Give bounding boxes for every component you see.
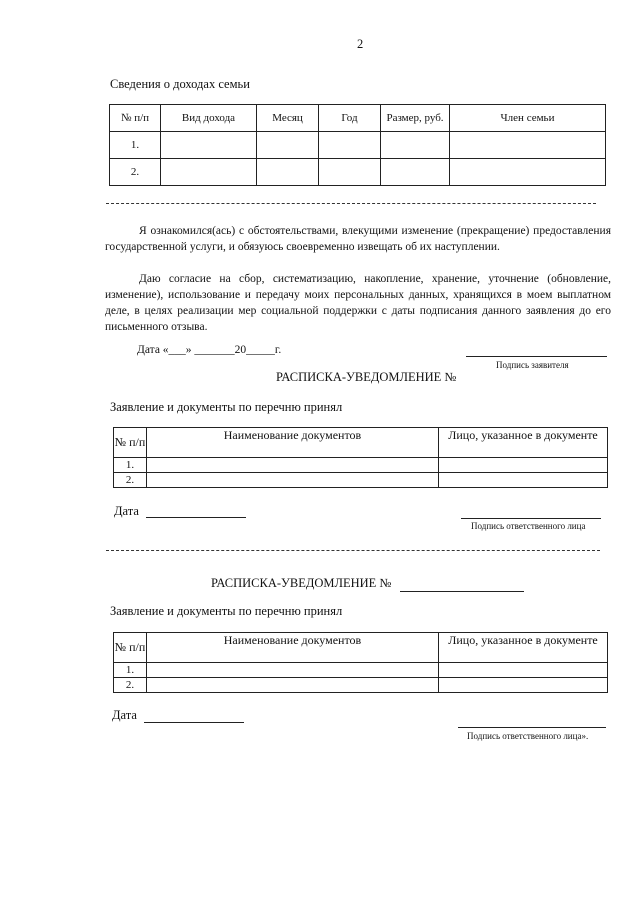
table-cell[interactable]: [147, 473, 439, 488]
applicant-signature-line[interactable]: [466, 356, 607, 357]
receipt-2-col-person: Лицо, указанное в документе: [439, 633, 608, 663]
table-cell[interactable]: [319, 159, 381, 186]
income-col-amount: Размер, руб.: [381, 105, 450, 132]
table-cell[interactable]: [439, 473, 608, 488]
income-section-title: Сведения о доходах семьи: [110, 77, 250, 91]
receipt-2-table-header: [114, 633, 608, 663]
income-row-number: 2.: [110, 159, 161, 186]
receipt-1-date-line[interactable]: [146, 517, 246, 518]
table-row: [114, 663, 608, 678]
table-cell[interactable]: [381, 132, 450, 159]
consent-paragraph-2: Даю согласие на сбор, систематизацию, накопление, хранение, уточнение (обновление, изменение), использование и передачу моих персональных данных, хранящихся в моем выплатном деле, в целях реализации мер социальной поддержки с даты подписания данного заявления до его письменного отзыва.: [105, 273, 611, 333]
receipt-1-col-documents: Наименование документов: [147, 428, 439, 458]
table-cell[interactable]: [319, 132, 381, 159]
receipt-1-row-number: 2.: [114, 473, 147, 488]
table-cell[interactable]: [439, 678, 608, 693]
applicant-signature-caption: Подпись заявителя: [496, 360, 569, 370]
table-row: [110, 132, 606, 159]
receipt-2-date-line[interactable]: [144, 722, 244, 723]
table-cell[interactable]: [257, 159, 319, 186]
receipt-2-table: [113, 632, 608, 693]
income-row-number: 1.: [110, 132, 161, 159]
receipt-2-date-label: Дата: [112, 708, 137, 722]
receipt-1-table: [113, 427, 608, 488]
table-cell[interactable]: [439, 663, 608, 678]
receipt-2-signature-caption: Подпись ответственного лица».: [467, 731, 589, 741]
receipt-1-col-person: Лицо, указанное в документе: [439, 428, 608, 458]
table-row: [114, 458, 608, 473]
table-cell[interactable]: [161, 132, 257, 159]
income-table: [109, 104, 606, 186]
table-cell[interactable]: [161, 159, 257, 186]
income-col-month: Месяц: [257, 105, 319, 132]
cut-line: [106, 203, 596, 204]
table-cell[interactable]: [450, 132, 606, 159]
receipt-1-row-number: 1.: [114, 458, 147, 473]
receipt-2-signature-line[interactable]: [458, 727, 606, 728]
receipt-1-col-number: № п/п: [114, 428, 147, 458]
income-col-member: Член семьи: [450, 105, 606, 132]
table-row: [114, 678, 608, 693]
table-cell[interactable]: [450, 159, 606, 186]
receipt-1-table-header: [114, 428, 608, 458]
receipt-1-signature-caption: Подпись ответственного лица: [471, 521, 586, 531]
receipt-2-row-number: 2.: [114, 678, 147, 693]
receipt-2-row-number: 1.: [114, 663, 147, 678]
page-number: 2: [357, 37, 364, 51]
income-col-type: Вид дохода: [161, 105, 257, 132]
income-col-year: Год: [319, 105, 381, 132]
table-cell[interactable]: [381, 159, 450, 186]
receipt-2-accepted-text: Заявление и документы по перечню принял: [110, 604, 343, 618]
table-cell[interactable]: [147, 678, 439, 693]
consent-date-field[interactable]: Дата «___» _______20_____г.: [137, 344, 282, 356]
table-cell[interactable]: [439, 458, 608, 473]
receipt-2-number-line[interactable]: [400, 591, 524, 592]
receipt-1-signature-line[interactable]: [461, 518, 601, 519]
receipt-1-date-label: Дата: [114, 504, 139, 518]
table-cell[interactable]: [147, 458, 439, 473]
income-table-header: [110, 105, 606, 132]
receipt-2-col-number: № п/п: [114, 633, 147, 663]
receipt-1-accepted-text: Заявление и документы по перечню принял: [110, 400, 343, 414]
receipt-2-col-documents: Наименование документов: [147, 633, 439, 663]
table-cell[interactable]: [147, 663, 439, 678]
receipt-1-title: РАСПИСКА-УВЕДОМЛЕНИЕ №: [276, 370, 457, 384]
table-cell[interactable]: [257, 132, 319, 159]
income-col-number: № п/п: [110, 105, 161, 132]
cut-line: [106, 550, 600, 551]
table-row: [110, 159, 606, 186]
consent-paragraph-1: Я ознакомился(ась) с обстоятельствами, влекущими изменение (прекращение) предоставления государственной услуги, и обязуюсь своевременно извещать об их наступлении.: [105, 225, 611, 253]
table-row: [114, 473, 608, 488]
receipt-2-title: РАСПИСКА-УВЕДОМЛЕНИЕ №: [211, 576, 392, 590]
